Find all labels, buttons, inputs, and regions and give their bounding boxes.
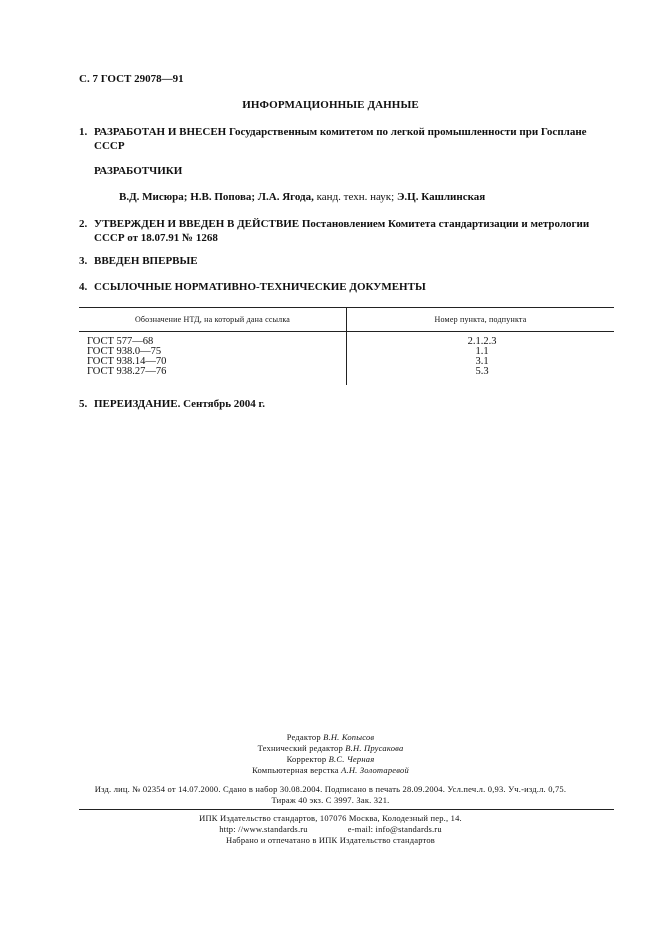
- section-text: ПЕРЕИЗДАНИЕ. Сентябрь 2004 г.: [94, 398, 266, 410]
- developer-names-2: Э.Ц. Кашлинская: [396, 191, 486, 203]
- imprint-divider: [79, 809, 614, 810]
- layout-label: Компьютерная верстка: [252, 765, 339, 775]
- section-text: ВВЕДЕН ВПЕРВЫЕ: [94, 255, 198, 267]
- imprint-publisher: ИПК Издательство стандартов, 107076 Москва, Колодезный пер., 14.: [199, 813, 462, 823]
- table-header-designation: Обозначение НТД, на который дана ссылка: [134, 315, 291, 324]
- section-text-cont: СССР от 18.07.91 № 1268: [94, 232, 218, 244]
- section-3: [79, 254, 619, 268]
- tech-editor-name: В.Н. Прусакова: [345, 743, 404, 753]
- section-1: [79, 125, 619, 153]
- corrector-name: В.С. Черная: [328, 754, 375, 764]
- section-text: УТВЕРЖДЕН И ВВЕДЕН В ДЕЙСТВИЕ Постановлением Комитета стандартизации и метрологии: [94, 218, 590, 230]
- imprint-contacts: [0, 824, 661, 835]
- page-title: ИНФОРМАЦИОННЫЕ ДАННЫЕ: [242, 99, 419, 111]
- table-cell-designation: ГОСТ 938.14—70: [87, 356, 167, 367]
- page-header: С. 7 ГОСТ 29078—91: [79, 73, 184, 85]
- ntd-table: [79, 307, 614, 385]
- imprint-editor: [0, 732, 661, 743]
- table-cell-clause: 5.3: [475, 366, 489, 377]
- table-cell-clause: 1.1: [475, 346, 489, 357]
- imprint-layout: [0, 765, 661, 776]
- imprint-printed: Набрано и отпечатано в ИПК Издательство стандартов: [225, 835, 436, 845]
- section-text: РАЗРАБОТАН И ВНЕСЕН Государственным комитетом по легкой промышленности при Госплане: [94, 126, 587, 138]
- imprint-print-run: Тираж 40 экз. С 3997. Зак. 321.: [271, 795, 390, 805]
- developer-degree: канд. техн. наук;: [313, 191, 397, 203]
- table-cell-designation: ГОСТ 938.0—75: [87, 346, 162, 357]
- section-text-cont: СССР: [94, 140, 125, 152]
- section-5: [79, 397, 619, 411]
- email-link: e-mail: info@standards.ru: [347, 824, 442, 834]
- imprint-license: Изд. лиц. № 02354 от 14.07.2000. Сдано в набор 30.08.2004. Подписано в печать 28.09.2004. Усл.печ.л. 0,93. Уч.-изд.л. 0,75.: [94, 784, 567, 794]
- developer-names: В.Д. Мисюра; Н.В. Попова; Л.А. Ягода,: [119, 191, 314, 203]
- section-number: 4.: [79, 281, 88, 293]
- section-text: ССЫЛОЧНЫЕ НОРМАТИВНО-ТЕХНИЧЕСКИЕ ДОКУМЕНТЫ: [94, 281, 426, 293]
- table-cell-clause: 3.1: [475, 356, 489, 367]
- section-2: [79, 217, 619, 245]
- table-cell-designation: ГОСТ 938.27—76: [87, 366, 167, 377]
- imprint-tech-editor: [0, 743, 661, 754]
- table-header-clause: Номер пункта, подпункта: [434, 315, 527, 324]
- imprint-corrector: [0, 754, 661, 765]
- section-number: 3.: [79, 255, 88, 267]
- editor-label: Редактор: [286, 732, 321, 742]
- table-row: [87, 367, 607, 377]
- section-number: 5.: [79, 398, 88, 410]
- section-number: 1.: [79, 126, 88, 138]
- table-cell-designation: ГОСТ 577—68: [87, 336, 154, 347]
- layout-name: А.Н. Золотаревой: [341, 765, 409, 775]
- editor-name: В.Н. Копысов: [323, 732, 375, 742]
- developers-list: [119, 191, 485, 203]
- corrector-label: Корректор: [286, 754, 327, 764]
- developers-heading: РАЗРАБОТЧИКИ: [94, 165, 183, 177]
- website-link: http: //www.standards.ru: [219, 824, 308, 834]
- section-4: [79, 280, 619, 294]
- table-row: [87, 337, 607, 347]
- section-number: 2.: [79, 218, 88, 230]
- table-cell-clause: 2.1.2.3: [467, 336, 497, 347]
- tech-editor-label: Технический редактор: [257, 743, 343, 753]
